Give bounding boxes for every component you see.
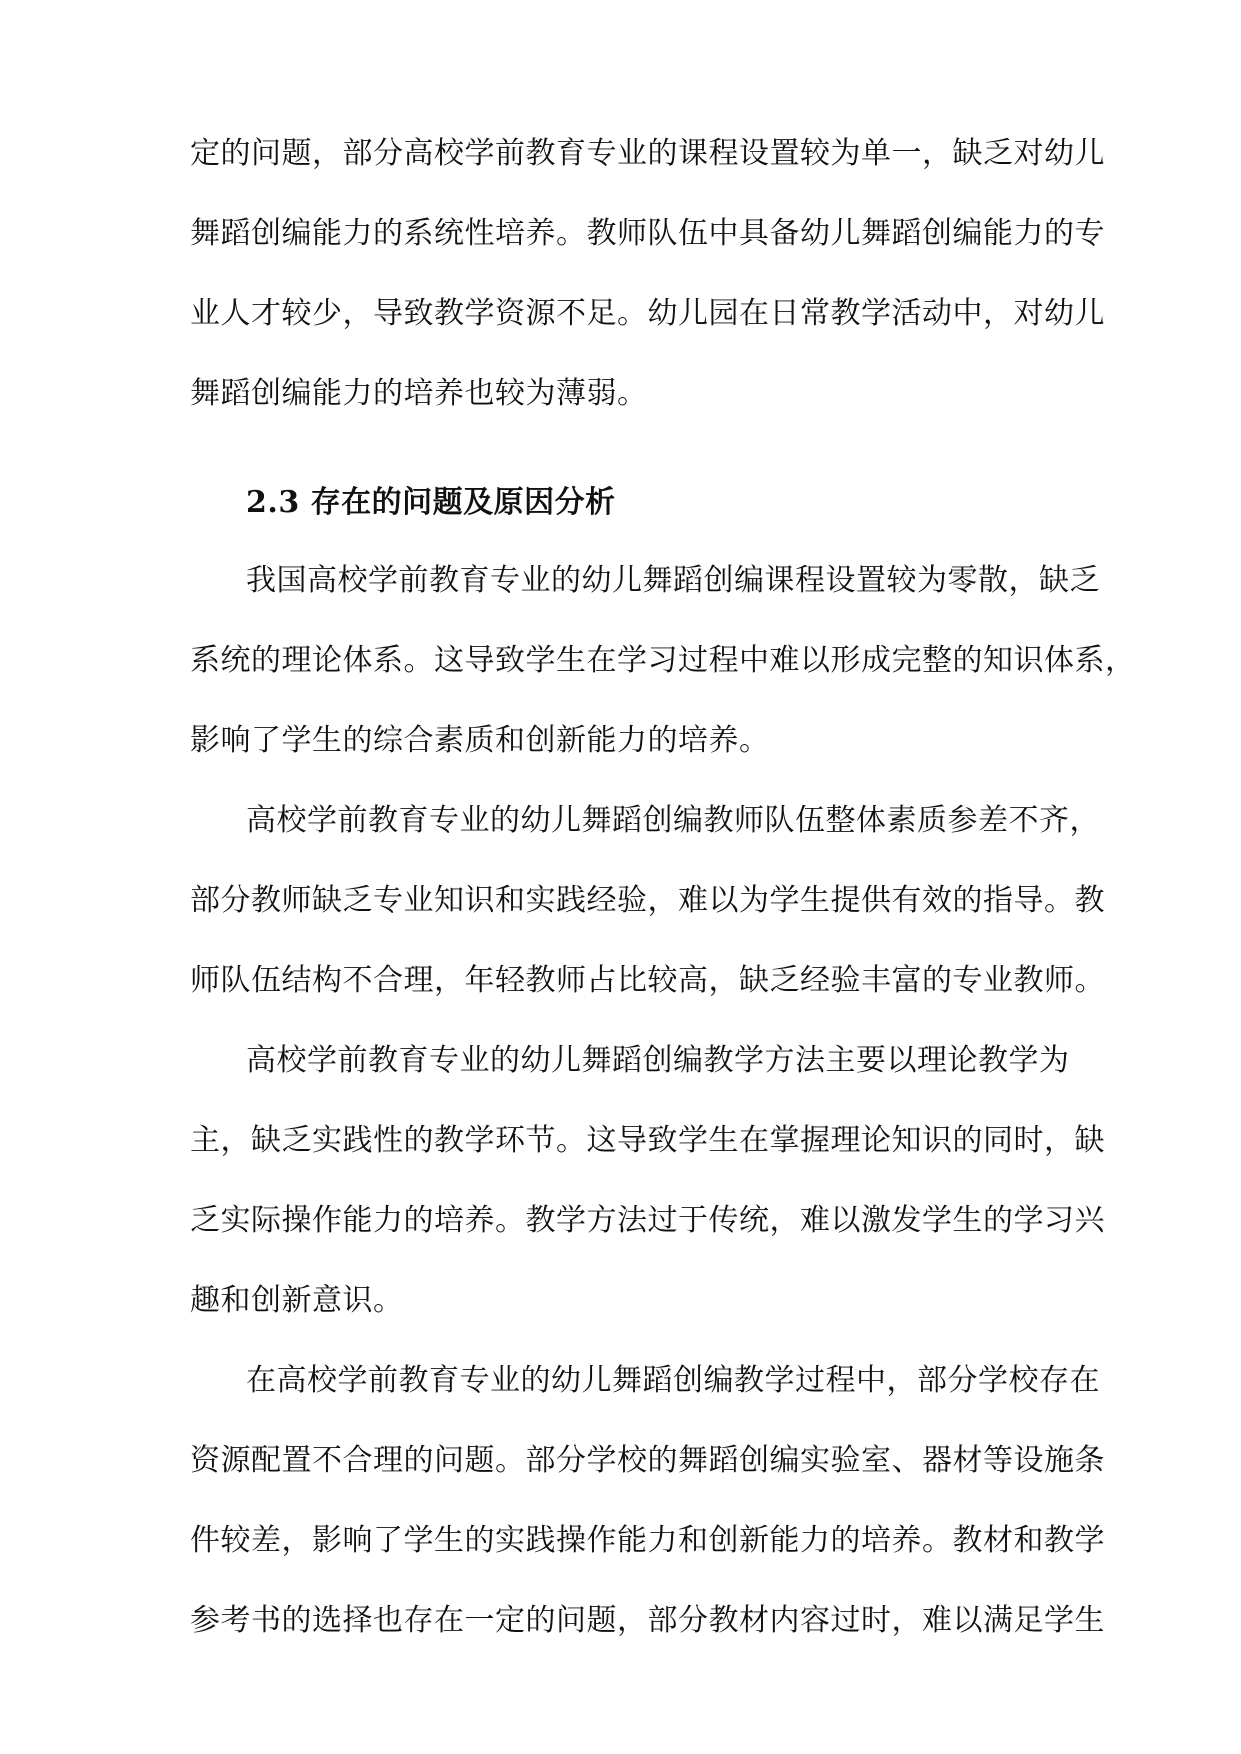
- paragraph-intro-line-2: 舞蹈创编能力的系统性培养。教师队伍中具备幼儿舞蹈创编能力的专: [190, 216, 1105, 251]
- paragraph-4-line-2: 资源配置不合理的问题。部分学校的舞蹈创编实验室、器材等设施条: [190, 1443, 1105, 1478]
- paragraph-2-line-3: 师队伍结构不合理，年轻教师占比较高，缺乏经验丰富的专业教师。: [190, 963, 1105, 998]
- paragraph-3-line-2: 主，缺乏实践性的教学环节。这导致学生在掌握理论知识的同时，缺: [190, 1123, 1105, 1158]
- paragraph-3-line-4: 趣和创新意识。: [190, 1283, 404, 1318]
- paragraph-intro-line-3: 业人才较少，导致教学资源不足。幼儿园在日常教学活动中，对幼儿: [190, 296, 1105, 331]
- section-heading: 2.3 存在的问题及原因分析: [246, 485, 616, 520]
- paragraph-2-line-2: 部分教师缺乏专业知识和实践经验，难以为学生提供有效的指导。教: [190, 883, 1105, 918]
- paragraph-2-line-1: 高校学前教育专业的幼儿舞蹈创编教师队伍整体素质参差不齐，: [246, 803, 1100, 838]
- paragraph-3-line-1: 高校学前教育专业的幼儿舞蹈创编教学方法主要以理论教学为: [246, 1043, 1070, 1078]
- paragraph-4-line-4: 参考书的选择也存在一定的问题，部分教材内容过时，难以满足学生: [190, 1603, 1105, 1638]
- paragraph-intro-line-4: 舞蹈创编能力的培养也较为薄弱。: [190, 376, 648, 411]
- paragraph-intro-line-1: 定的问题，部分高校学前教育专业的课程设置较为单一，缺乏对幼儿: [190, 136, 1105, 171]
- paragraph-1-line-3: 影响了学生的综合素质和创新能力的培养。: [190, 723, 770, 758]
- paragraph-3-line-3: 乏实际操作能力的培养。教学方法过于传统，难以激发学生的学习兴: [190, 1203, 1105, 1238]
- paragraph-4-line-3: 件较差，影响了学生的实践操作能力和创新能力的培养。教材和教学: [190, 1523, 1105, 1558]
- paragraph-1-line-2: 系统的理论体系。这导致学生在学习过程中难以形成完整的知识体系，: [190, 643, 1136, 678]
- paragraph-4-line-1: 在高校学前教育专业的幼儿舞蹈创编教学过程中，部分学校存在: [246, 1363, 1100, 1398]
- paragraph-1-line-1: 我国高校学前教育专业的幼儿舞蹈创编课程设置较为零散，缺乏: [246, 563, 1100, 598]
